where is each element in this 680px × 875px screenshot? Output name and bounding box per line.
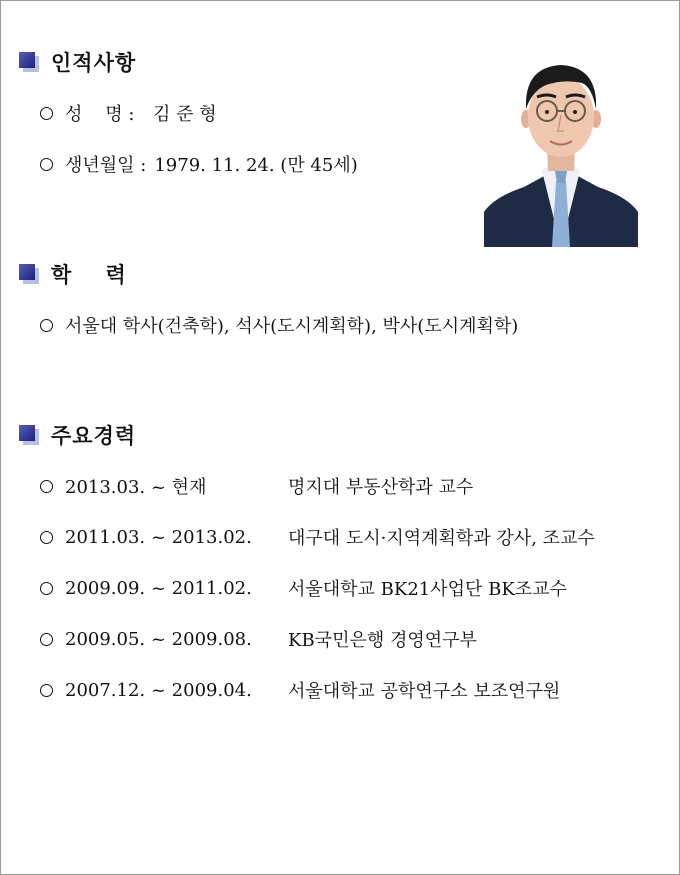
career-desc: KB국민은행 경영연구부 [288,630,477,651]
name-value: 김 준 형 [153,104,217,125]
profile-birth-row [40,151,358,177]
profile-photo [484,47,638,247]
section-title-career: 주요경력 [51,424,137,448]
circle-bullet-icon [40,582,53,595]
circle-bullet-icon [40,107,53,120]
career-period: 2009.05. ~ 2009.08. [65,628,252,650]
career-item [40,626,477,652]
name-label: 성 명 : [65,104,135,125]
circle-bullet-icon [40,319,53,332]
career-item [40,575,567,601]
section-square-icon [19,52,39,72]
section-title-education: 학 력 [51,263,127,287]
birth-value: 1979. 11. 24. (만 45세) [154,155,358,176]
career-period: 2011.03. ~ 2013.02. [65,526,252,548]
career-desc: 대구대 도시·지역계획학과 강사, 조교수 [288,528,595,549]
circle-bullet-icon [40,633,53,646]
circle-bullet-icon [40,684,53,697]
career-period: 2009.09. ~ 2011.02. [65,577,252,599]
circle-bullet-icon [40,158,53,171]
education-item [40,312,518,338]
career-item [40,473,473,499]
profile-name-row [40,100,217,126]
education-text: 서울대 학사(건축학), 석사(도시계획학), 박사(도시계획학) [65,316,519,337]
section-header-profile [19,47,136,77]
career-item [40,677,560,703]
circle-bullet-icon [40,531,53,544]
birth-label: 생년월일 : [65,155,147,176]
section-square-icon [19,264,39,284]
circle-bullet-icon [40,480,53,493]
career-period: 2013.03. ~ 현재 [65,477,207,498]
section-header-career [19,420,136,450]
career-item [40,524,595,550]
section-header-education [19,259,127,289]
career-desc: 서울대학교 BK21사업단 BK조교수 [288,579,567,600]
career-desc: 서울대학교 공학연구소 보조연구원 [288,681,561,702]
career-desc: 명지대 부동산학과 교수 [288,477,474,498]
section-title-profile: 인적사항 [51,51,137,75]
career-period: 2007.12. ~ 2009.04. [65,679,252,701]
section-square-icon [19,425,39,445]
